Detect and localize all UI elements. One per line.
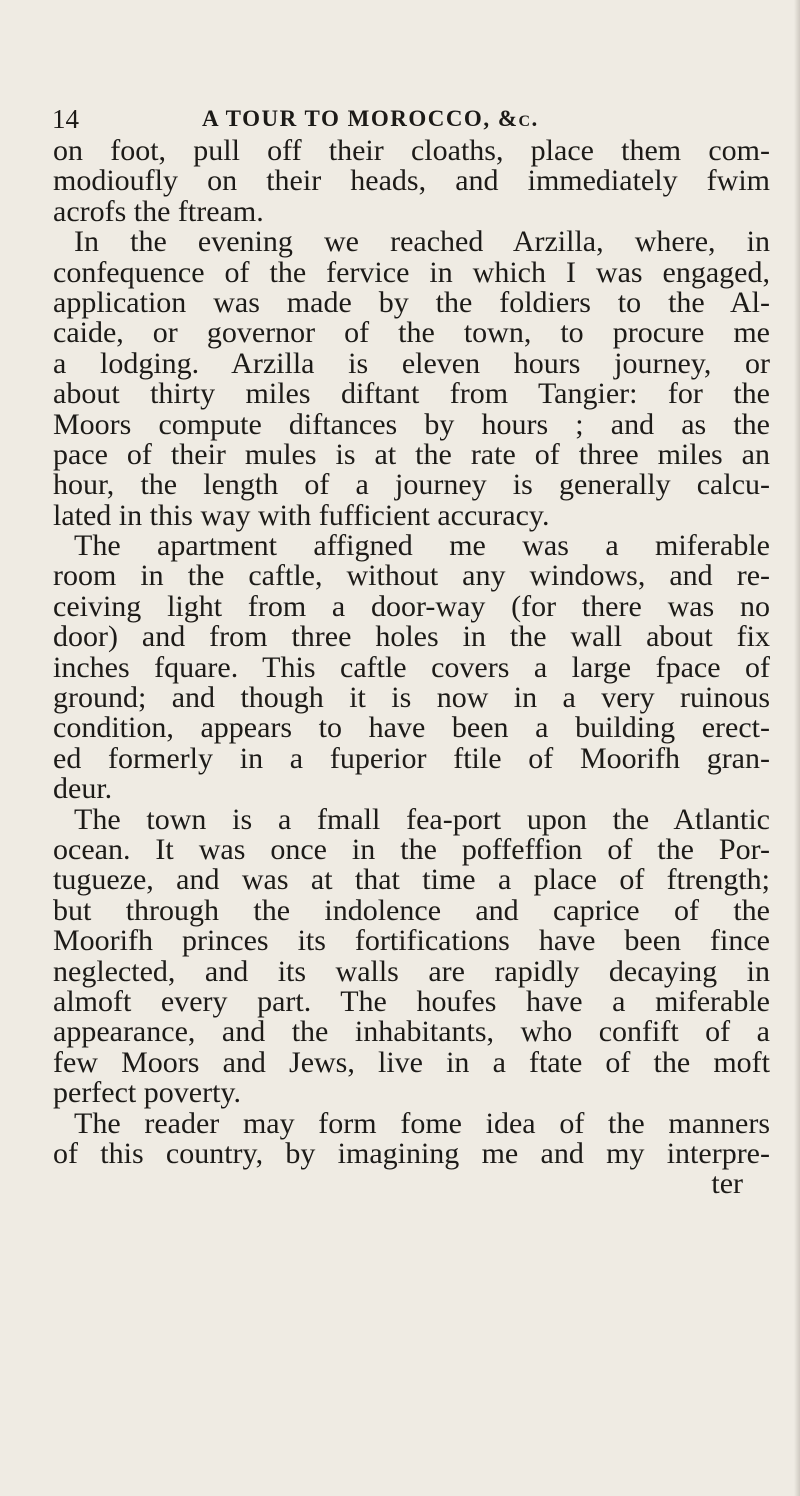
text-line: about thirty miles diftant from Tangier: for the: [53, 377, 770, 411]
text-line: pace of their mules is at the rate of three miles an: [53, 437, 770, 471]
text-line: Moorifh princes its fortifications have been fince: [53, 924, 770, 958]
catchword: ter: [711, 1167, 743, 1201]
text-line: almoft every part. The houfes have a miferable: [53, 984, 770, 1018]
text-line: acrofs the ftream.: [53, 194, 264, 228]
text-line: a lodging. Arzilla is eleven hours journey, or: [53, 346, 770, 380]
text-line: neglected, and its walls are rapidly decaying in: [53, 954, 770, 988]
text-line: ed formerly in a fuperior ftile of Moorifh gran-: [53, 741, 770, 775]
page-header: [52, 104, 752, 134]
text-line: lated in this way with fufficient accuracy.: [53, 498, 550, 532]
text-line: tugueze, and was at that time a place of ftrength;: [53, 863, 770, 897]
text-line: perfect poverty.: [53, 1076, 241, 1110]
page-number: 14: [52, 104, 79, 134]
text-line: but through the indolence and caprice of the: [53, 893, 770, 927]
page-edge-shadow: [794, 0, 800, 1496]
text-line: hour, the length of a journey is generally calcu-: [53, 468, 770, 502]
text-line: In the evening we reached Arzilla, where, in: [74, 225, 770, 259]
text-line: caide, or governor of the town, to procure me: [53, 316, 770, 350]
text-line: The reader may form fome idea of the manners: [74, 1106, 770, 1140]
text-line: inches fquare. This caftle covers a large fpace of: [53, 650, 770, 684]
text-line: on foot, pull off their cloaths, place them com-: [53, 134, 770, 167]
text-line: door) and from three holes in the wall about fix: [53, 620, 770, 654]
text-line: ceiving light from a door-way (for there was no: [53, 589, 770, 623]
text-line: The apartment affigned me was a miferable: [74, 529, 770, 563]
running-head: A TOUR TO MOROCCO, &c.: [202, 106, 539, 131]
text-line: deur.: [53, 772, 113, 806]
text-line: modioufly on their heads, and immediately fwim: [53, 164, 770, 198]
text-line: ground; and though it is now in a very ruinous: [53, 681, 770, 715]
text-line: The town is a fmall fea-port upon the Atlantic: [74, 802, 770, 836]
text-line: application was made by the foldiers to the Al-: [53, 285, 770, 319]
text-line: few Moors and Jews, live in a ftate of the moft: [53, 1045, 770, 1079]
text-line: of this country, by imagining me and my interpre-: [53, 1136, 770, 1170]
text-line: appearance, and the inhabitants, who confift of a: [53, 1015, 770, 1049]
text-line: room in the caftle, without any windows, and re-: [53, 559, 770, 593]
text-line: Moors compute diftances by hours ; and as the: [53, 407, 770, 441]
body-text: [53, 136, 773, 1200]
text-line: condition, appears to have been a building erect-: [53, 711, 770, 745]
text-line: confequence of the fervice in which I was engaged,: [53, 255, 770, 289]
text-line: ocean. It was once in the poffeffion of the Por-: [53, 832, 770, 866]
